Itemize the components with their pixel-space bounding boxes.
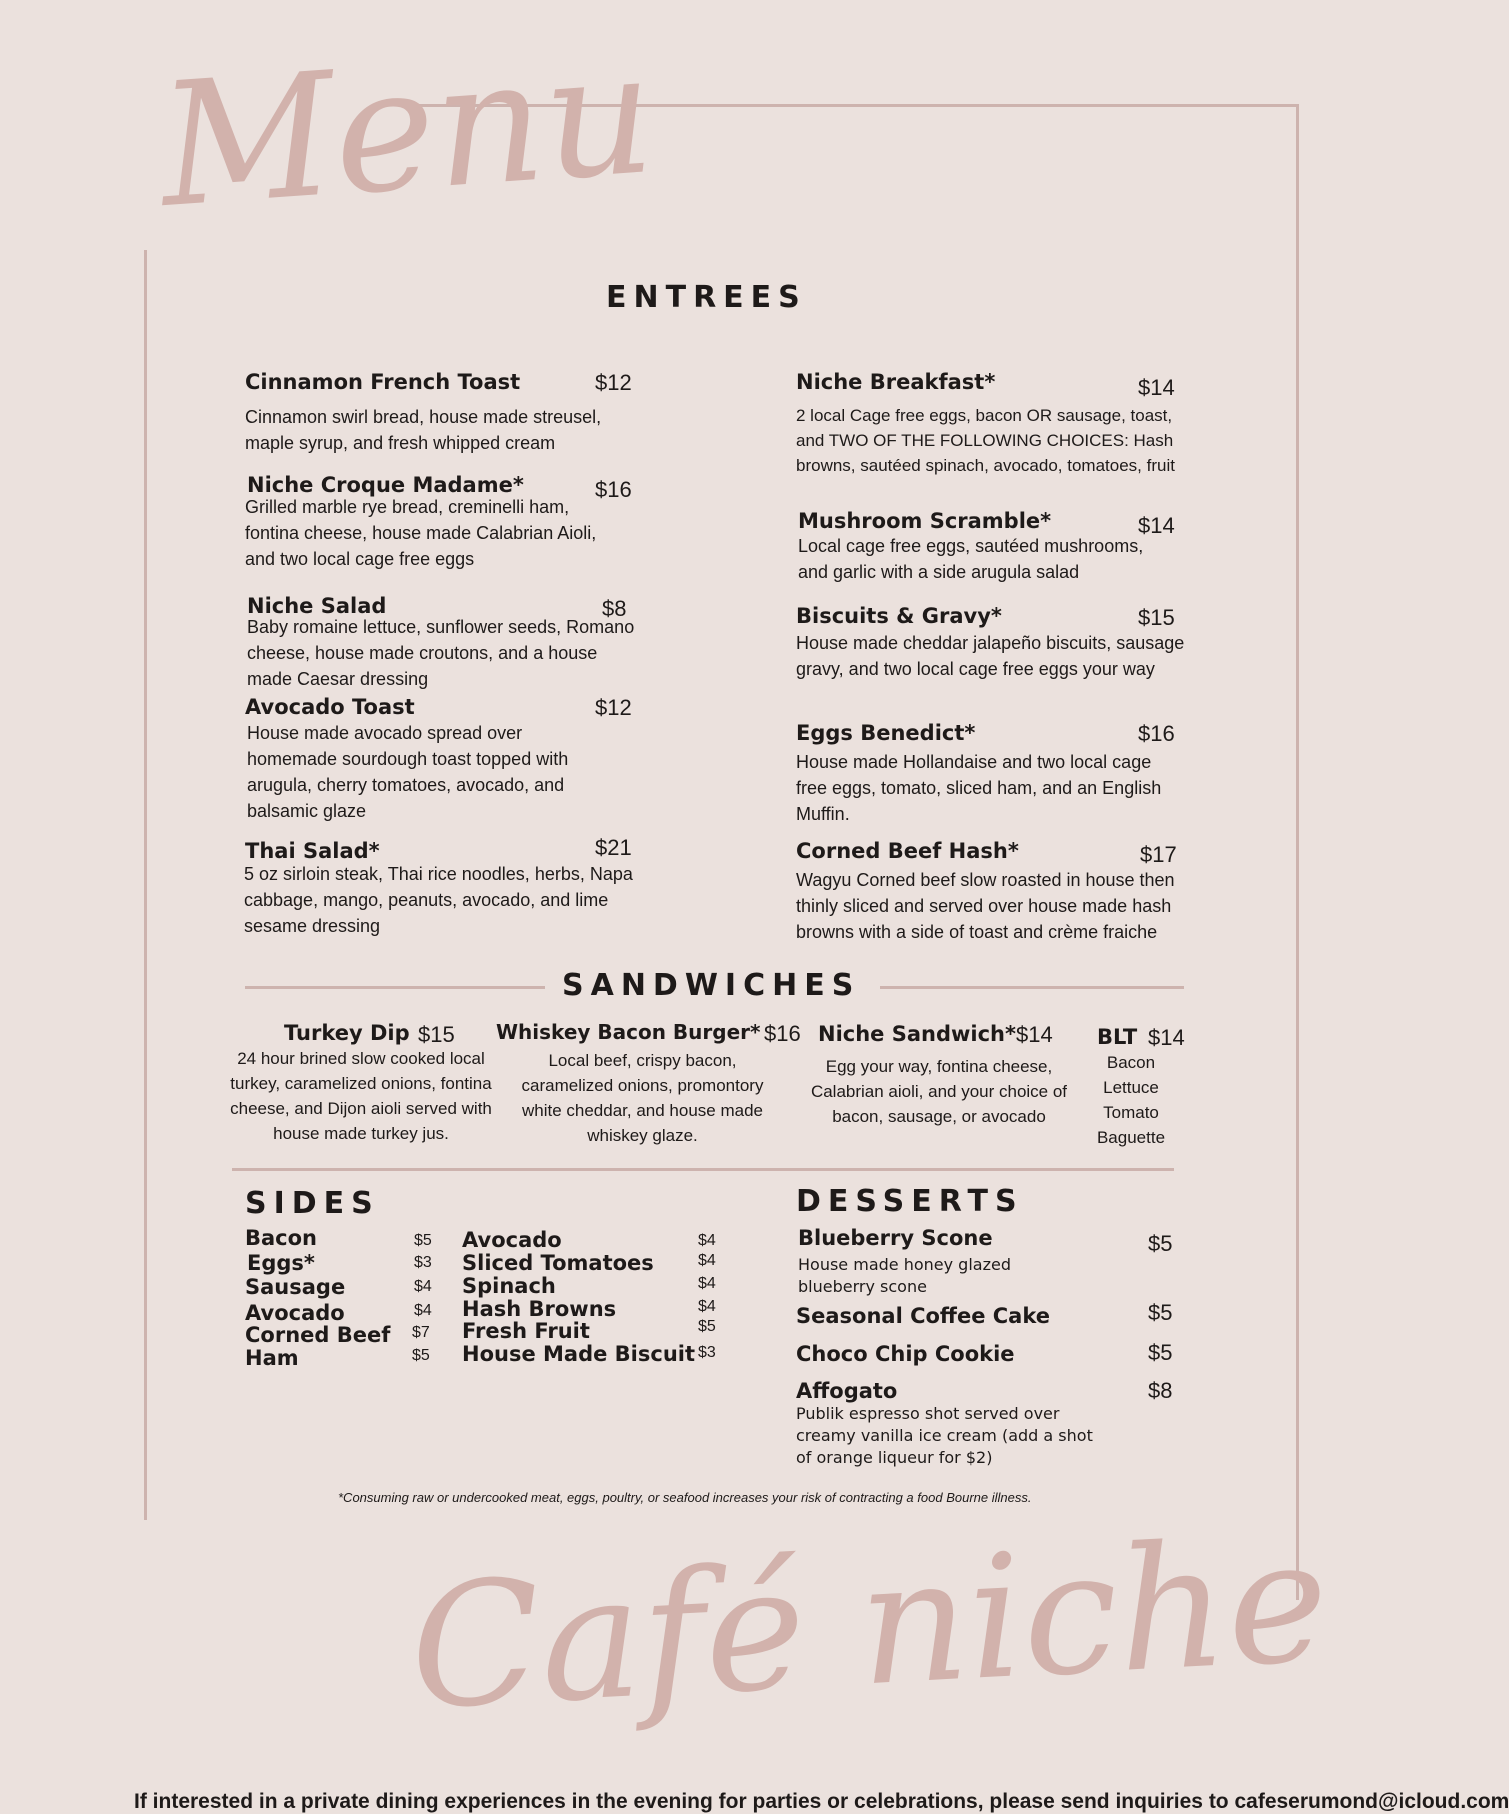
side-name: Avocado (462, 1228, 562, 1252)
item-price: $12 (595, 370, 632, 395)
item-name: Affogato (796, 1379, 898, 1403)
side-price: $4 (698, 1275, 716, 1292)
item-desc: Wagyu Corned beef slow roasted in house then thinly sliced and served over house made hash browns with a side of toast and crème fraiche (796, 870, 1175, 942)
side-price: $4 (414, 1302, 432, 1319)
sandwiches-rule-left (245, 986, 545, 989)
item-desc: House made avocado spread over homemade sourdough toast topped with arugula, cherry tomatoes, avocado, and balsamic glaze (247, 723, 569, 821)
side-price: $4 (698, 1232, 716, 1249)
side-name: Sausage (245, 1275, 346, 1299)
private-dining-contact: If interested in a private dining experiences in the evening for parties or celebrations, please send inquiries to cafeserumond@icloud.com (134, 1790, 1509, 1813)
item-desc: House made Hollandaise and two local cage free eggs, tomato, sliced ham, and an English Muffin. (796, 752, 1162, 824)
item-name: Mushroom Scramble* (798, 509, 1052, 533)
side-name: Bacon (245, 1226, 318, 1250)
item-desc: 5 oz sirloin steak, Thai rice noodles, herbs, Napa cabbage, mango, peanuts, avocado, and lime sesame dressing (244, 864, 633, 936)
side-price: $5 (412, 1347, 430, 1364)
item-price: $15 (1138, 605, 1175, 630)
sides-title: SIDES (245, 1186, 380, 1221)
item-price: $16 (595, 477, 632, 502)
item-price: $5 (1148, 1340, 1173, 1365)
item-name: Cinnamon French Toast (245, 370, 521, 394)
frame-left-line (144, 250, 147, 1520)
sandwiches-rule-right (880, 986, 1184, 989)
item-price: $14 (1138, 513, 1175, 538)
item-price: $8 (1148, 1378, 1173, 1403)
item-desc: Local beef, crispy bacon, caramelized onions, promontory white cheddar, and house made whiskey glaze. (521, 1051, 764, 1145)
item-price: $12 (595, 695, 632, 720)
item-name: Niche Sandwich* (818, 1022, 1016, 1046)
item-name: Turkey Dip (284, 1021, 410, 1045)
sandwiches-bottom-rule (232, 1168, 1174, 1171)
item-name: Niche Croque Madame* (247, 473, 524, 497)
item-desc: Bacon Lettuce Tomato Baguette (1096, 1053, 1166, 1147)
side-price: $5 (698, 1318, 716, 1335)
item-price: $21 (595, 835, 632, 860)
item-desc: 2 local Cage free eggs, bacon OR sausage, toast, and TWO OF THE FOLLOWING CHOICES: Hash browns, sautéed spinach, avocado, tomatoes, fruit (796, 406, 1175, 475)
item-name: Corned Beef Hash* (796, 839, 1019, 863)
item-price: $5 (1148, 1231, 1173, 1256)
item-desc: Egg your way, fontina cheese, Calabrian aioli, and your choice of bacon, sausage, or avocado (810, 1057, 1068, 1126)
item-name: Niche Breakfast* (796, 370, 996, 394)
item-desc: House made cheddar jalapeño biscuits, sausage gravy, and two local cage free eggs your way (796, 633, 1185, 679)
item-price: $14 (1148, 1025, 1185, 1050)
item-name: Blueberry Scone (798, 1226, 993, 1250)
item-price: $16 (1138, 721, 1175, 746)
side-name: Eggs* (247, 1251, 315, 1275)
allergen-footnote: *Consuming raw or undercooked meat, eggs, poultry, or seafood increases your risk of contracting a food Bourne illness. (338, 1490, 1032, 1505)
item-name: Choco Chip Cookie (796, 1342, 1015, 1366)
item-name: Eggs Benedict* (796, 721, 976, 745)
side-name: Sliced Tomatoes (462, 1251, 654, 1275)
item-price: $16 (764, 1021, 801, 1046)
item-name: Seasonal Coffee Cake (796, 1304, 1050, 1328)
side-name: Corned Beef (245, 1323, 391, 1347)
item-price: $14 (1138, 375, 1175, 400)
item-desc: House made honey glazed blueberry scone (798, 1255, 1011, 1296)
side-price: $3 (698, 1344, 716, 1361)
item-desc: 24 hour brined slow cooked local turkey, caramelized onions, fontina cheese, and Dijon aioli served with house made turkey jus. (230, 1049, 492, 1143)
side-name: House Made Biscuit (462, 1342, 695, 1366)
side-price: $4 (698, 1298, 716, 1315)
item-price: $5 (1148, 1300, 1173, 1325)
side-name: Spinach (462, 1274, 556, 1298)
side-name: Hash Browns (462, 1297, 617, 1321)
sandwiches-title: SANDWICHES (562, 968, 861, 1003)
item-name: Whiskey Bacon Burger* (496, 1020, 761, 1044)
cafe-niche-script-logo: Café niche (405, 1502, 1333, 1748)
item-name: BLT (1097, 1025, 1138, 1049)
frame-right-line (1296, 104, 1299, 1600)
item-desc: Cinnamon swirl bread, house made streusel, maple syrup, and fresh whipped cream (245, 407, 602, 453)
item-name: Avocado Toast (245, 695, 415, 719)
side-price: $3 (414, 1254, 432, 1271)
item-desc: Grilled marble rye bread, creminelli ham, fontina cheese, house made Calabrian Aioli, and two local cage free eggs (245, 497, 597, 569)
entrees-title: ENTREES (606, 280, 807, 315)
item-price: $15 (418, 1022, 455, 1047)
side-name: Avocado (245, 1301, 345, 1325)
side-name: Fresh Fruit (462, 1319, 590, 1343)
menu-script-title: Menu (153, 14, 660, 246)
item-desc: Local cage free eggs, sautéed mushrooms, and garlic with a side arugula salad (798, 536, 1144, 582)
item-price: $14 (1016, 1022, 1053, 1047)
item-desc: Baby romaine lettuce, sunflower seeds, Romano cheese, house made croutons, and a house made Caesar dressing (247, 617, 635, 689)
side-price: $7 (412, 1324, 430, 1341)
side-price: $5 (414, 1232, 432, 1249)
item-name: Niche Salad (247, 594, 387, 618)
side-price: $4 (698, 1252, 716, 1269)
item-name: Thai Salad* (245, 839, 380, 863)
desserts-title: DESSERTS (796, 1184, 1024, 1219)
item-desc: Publik espresso shot served over creamy vanilla ice cream (add a shot of orange liqueur for $2) (796, 1404, 1093, 1467)
item-name: Biscuits & Gravy* (796, 604, 1002, 628)
item-price: $8 (602, 596, 627, 621)
side-name: Ham (245, 1346, 299, 1370)
side-price: $4 (414, 1278, 432, 1295)
item-price: $17 (1140, 842, 1177, 867)
